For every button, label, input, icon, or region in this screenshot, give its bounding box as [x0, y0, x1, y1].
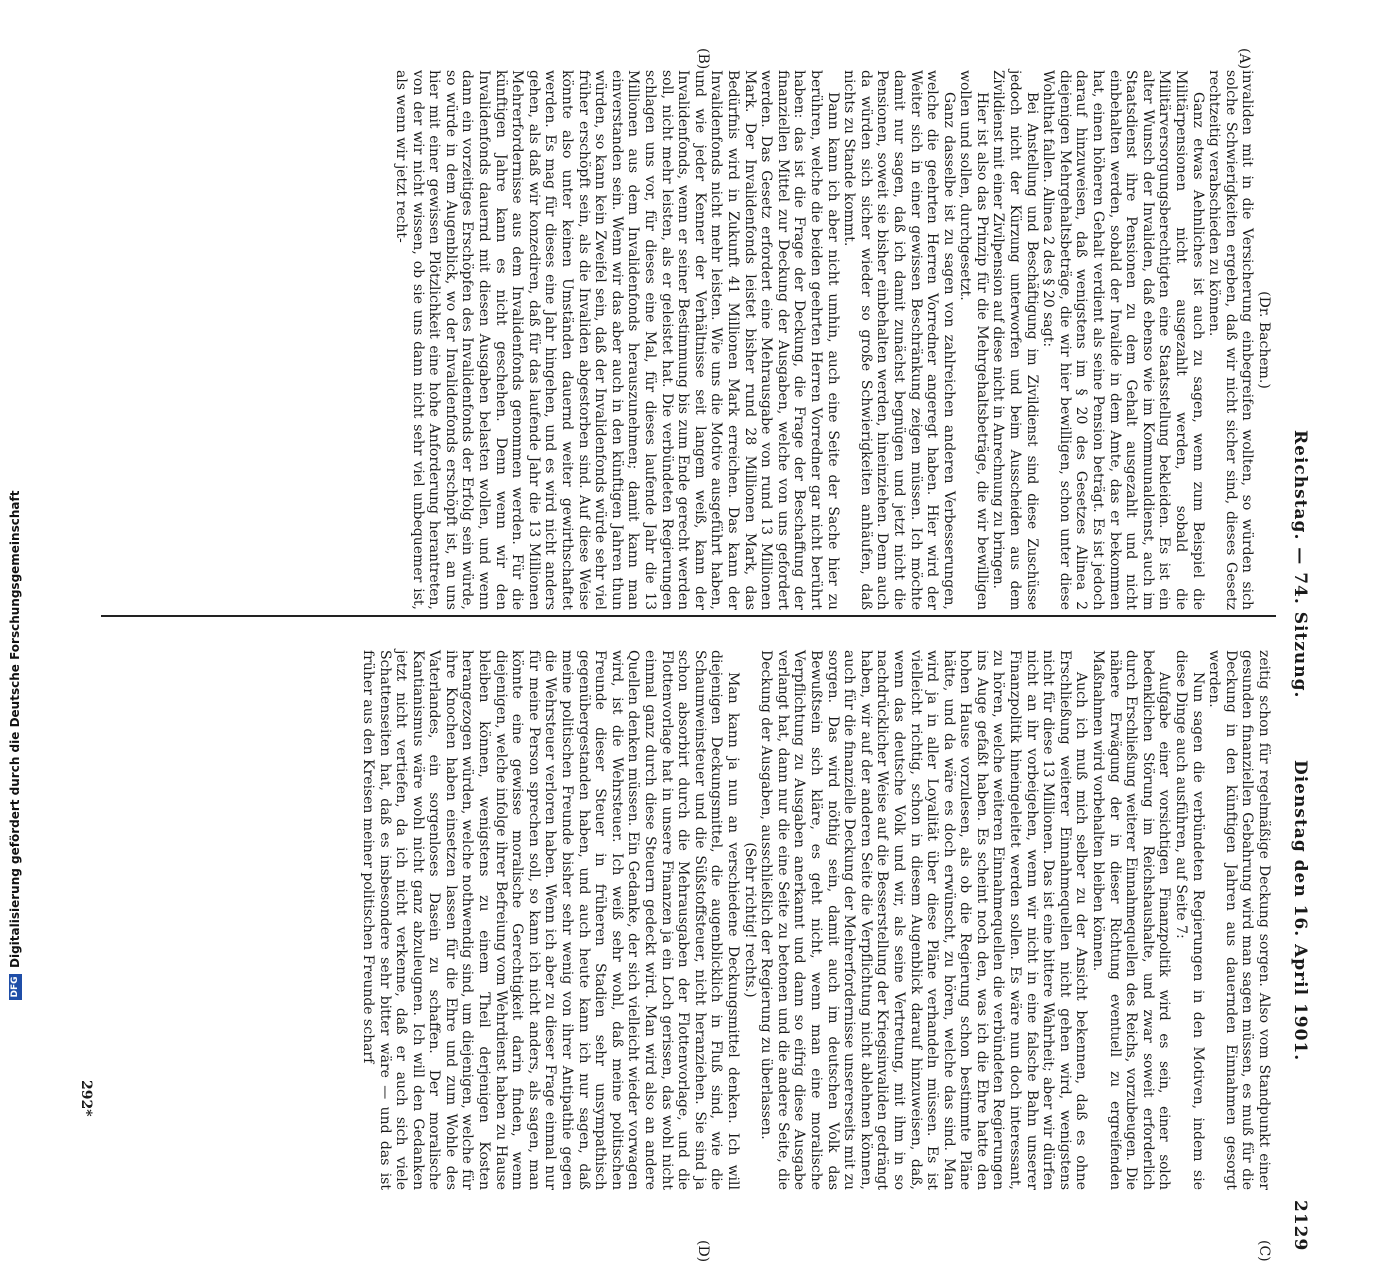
left-column	[393, 70, 1272, 610]
header-right: Dienstag den 16. April 1901.	[1290, 760, 1310, 1062]
margin-marker-b: (B)	[695, 48, 711, 70]
speaker-label: (Dr. Bachem.)	[1256, 291, 1272, 389]
digitization-credit	[8, 0, 26, 1000]
paragraph: Ganz etwas Aehnliches ist auch zu sagen, wenn zum Beispiel die Militärpensionen nicht ausgezahlt werden, sobald die Militärversorgungsberechtigten eine Staatsstellung bekleiden. Es ist ein alter Wunsch der Invaliden, daß ebenso wie im Kommunaldienst, auch im Staatsdienst ihre Pensionen zu dem Gehalt ausgezahlt und nicht einbehalten werden, sobald der Invalide in dem Amte, das er bekommen hat, einen höheren Gehalt verdient als seine Pension beträgt. Es ist jedoch darauf hinzuweisen, daß wenigstens im § 20 des Gesetzes Alinea 2 diejenigen Mehrgehaltsbeträge, die wir hier bewilligen, schon unter diese Wohlthat fallen. Alinea 2 des § 20 sagt:	[1040, 70, 1206, 610]
dfg-logo: DFG	[9, 974, 22, 1000]
paragraph: Dann kann ich aber nicht umhin, auch eine Seite der Sache hier zu berühren, welche die beiden geehrten Herren Vorredner gar nicht berührt haben: das ist die Frage der Deckung, die Frage der Beschaffung der finanziellen Mittel zur Deckung der Ausgaben, welche von uns gefordert werden. Das Gesetz erfordert eine Mehrausgabe von rund 13 Millionen Mark. Der Invalidenfonds leistet bisher rund 28 Millionen Mark, das Bedürfnis wird in Zukunft 41 Millionen Mark erreichen. Das kann der Invalidenfonds nicht mehr leisten. Wie uns die Motive ausgeführt haben, und wie jeder Kenner der Verhältnisse seit langem weiß, kann der Invalidenfonds, wenn er seiner Bestimmung bis zum Ende gerecht werden soll, nicht mehr leisten, als er geleistet hat. Die verbündeten Regierungen schlagen uns vor, für dieses eine Mal, für dieses laufende Jahr die 13 Millionen aus dem Invalidenfonds herauszunehmen; damit kann man einverstanden sein. Wenn wir das aber auch in den künftigen Jahren thun würden, so kann kein Zweifel sein, daß der Invalidenfonds würde sehr viel früher erschöpft sein, als die Invaliden abgestorben sind. Auf diese Weise könnte also unter keinen Umständen dauernd weiter gewirthschaftet werden. Es mag für dieses eine Jahr hingehen, und es wird nicht anders gehen, als daß wir konzediren, daß für das laufende Jahr die 13 Millionen Mehrerfordernisse aus dem Invalidenfonds genommen werden. Für die künftigen Jahre kann es nicht geschehen. Denn wenn wir den Invalidenfonds dauernd mit diesen Ausgaben belasten wollen, und wenn dann ein vorzeitiges Erschöpfen des Invalidenfonds der Erfolg sein würde, so würde in dem Augenblick, wo der Invalidenfonds erschöpft ist, an uns hier mit einer gewissen Plötzlichkeit eine hohe Anforderung herantreten, von der wir nicht wissen, ob sie uns dann nicht sehr viel unbequemer ist, als wenn wir jetzt recht-	[393, 70, 841, 610]
interjection: (Sehr richtig! rechts.)	[741, 842, 758, 998]
paragraph: Hier ist also das Prinzip für die Mehrgehaltsbeträge, die wir bewilligen wollen und sollen, durchgesetzt.	[957, 70, 990, 610]
right-column	[359, 650, 1272, 1190]
paragraph: zeitig schon für regelmäßige Deckung sorgen. Also vom Standpunkt einer gesunden finanziellen Gebahrung wird man sagen müssen, es muß für die Deckung in den künftigen Jahren aus dauernden Einnahmen gesorgt werden.	[1206, 650, 1272, 1190]
page-number: 2129	[1290, 1200, 1310, 1252]
running-header	[1276, 40, 1316, 1252]
paragraph: Man kann ja nun an verschiedene Deckungsmittel denken. Ich will diejenigen Deckungsmittel, die augenblicklich in Fluß sind, wie die Schaumweinsteuer und die Süßstoffsteuer, nicht heranziehen. Sie sind ja schon absorbirt durch die Mehrausgaben der Flottenvorlage, und die Flottenvorlage hat in unsere Finanzen ja ein Loch gerissen, das wohl nicht einmal ganz durch diese Steuern gedeckt wird. Man wird also an andere Quellen denken müssen. Ein Gedanke, der sich vielleicht wieder vorwagen wird, ist die Wehrsteuer. Ich weiß sehr wohl, daß meine politischen Freunde dieser Steuer in früheren Stadien sehr unsympathisch gegenübergestanden haben, und auch heute kann ich nur sagen, daß meine politischen Freunde bisher sehr wenig von ihrer Antipathie gegen die Wehrsteuer verloren haben. Wenn ich aber zu dieser Frage einmal nur für meine Person sprechen soll, so kann ich nicht anders, als sagen, man könnte eine gewisse moralische Gerechtigkeit darin finden, wenn diejenigen, welche infolge ihrer Befreiung vom Wehrdienst haben zu Hause bleiben können, wenigstens zu einem Theil derjenigen Kosten herangezogen würden, welche nothwendig sind, um diejenigen, welche für ihre Knochen haben einsetzen lassen für die Ehre und zum Wohle des Vaterlandes, ein sorgenloses Dasein zu schaffen. Der moralische Kantianismus wäre wohl nicht ganz abzuleugnen. Ich will den Gedanken jetzt nicht vertiefen, da ich nicht verkenne, daß er auch sich viele Schattenseiten hat, daß es insbesondere sehr bitter wäre — und das ist früher aus den Kreisen meiner politischen Freunde scharf	[359, 650, 741, 1190]
column-divider	[101, 615, 1276, 617]
paragraph: invaliden mit in die Versicherung einbegreifen wollten, so würden sich solche Schwierigkeiten ergeben, daß wir nicht sicher sind, dieses Gesetz rechtzeitig verabschieden zu können.	[1206, 70, 1256, 610]
paragraph: Auch ich muß mich selber zu der Ansicht bekennen, daß es ohne Erschließung weiterer Einnahmequellen nicht gehen wird, wenigstens nicht für diese 13 Millionen. Das ist eine bittere Wahrheit; aber wir dürfen nicht an ihr vorbeigehen, wenn wir nicht in eine falsche Bahn unserer Finanzpolitik hineingeleitet werden sollen. Es wäre nun doch interessant, zu hören, welche weiteren Einnahmequellen die verbündeten Regierungen ins Auge gefaßt haben. Es scheint noch den, was ich die Ehre hatte den hohen Hause vorzulesen, als ob die Regierung schon bestimmte Pläne hätte, und da wäre es doch erwünscht, zu hören, welche das sind. Man wird ja in aller Loyalität über diese Pläne verhandeln müssen. Es ist vielleicht richtig, schon in diesem Augenblick darauf hinzuweisen, daß, wenn das deutsche Volk und wir, als seine Vertretung, mit ihm in so nachdrücklicher Weise auf die Besserstellung der Kriegsinvaliden gedrängt haben, wir auf der anderen Seite die Verpflichtung nicht ablehnen können, auch für die finanzielle Deckung der Mehrerfordernisse unsererseits mit zu sorgen. Das wird nöthig sein, damit auch im deutschen Volk das Bewußtsein sich kläre, es geht nicht, wenn man eine moralische Verpflichtung zu Ausgaben anerkannt und dann so eifrig diese Ausgabe verlangt hat, dann nur die eine Seite zu betonen und die andere Seite, die Deckung der Ausgaben, ausschließlich der Regierung zu überlassen.	[758, 650, 1090, 1190]
document-page	[66, 40, 1316, 1262]
paragraph: Ganz dasselbe ist zu sagen von zahlreichen anderen Verbesserungen, welche die geehrten Herren Vorredner angeregt haben. Hier wird der Weiter sich in einer gewissen Beschränkung zeigen müssen. Ich möchte damit nur sagen, daß ich damit zunächst begnügen und jetzt nicht die Pensionen, soweit sie bisher einbehalten werden, hineinziehen. Denn auch da würden sich sicher wieder so große Schwierigkeiten anhäufen, daß nichts zu Stande kommt.	[841, 70, 957, 610]
quotation: Aufgabe einer vorsichtigen Finanzpolitik wird es sein, einer solch bedenklichen Störung im Reichshaushalte, und zwar soweit erforderlich durch Erschließung weiterer Einnahmequellen des Reichs, vorzubeugen. Die nähere Erwägung der in dieser Richtung eventuell zu ergreifenden Maßnahmen wird vorbehalten bleiben können.	[1090, 650, 1173, 1190]
margin-marker-c: (C)	[1256, 1240, 1272, 1262]
credit-text: Digitalisierung gefördert durch die Deutsche Forschungsgemeinschaft	[8, 490, 22, 968]
header-left: Reichstag. — 74. Sitzung.	[1290, 430, 1310, 699]
margin-marker-a: (A)	[1236, 48, 1252, 70]
margin-marker-d: (D)	[695, 1240, 711, 1262]
paragraph: Nun sagen die verbündeten Regierungen in den Motiven, indem sie diese Dinge auch ausführen, auf Seite 7:	[1173, 650, 1206, 1190]
signature-mark: 292*	[78, 1080, 94, 1117]
quotation: Bei Anstellung und Beschäftigung im Zivildienst sind diese Zuschüsse jedoch nicht der Kürzung unterworfen und beim Ausscheiden aus dem Zivildienst mit einer Zivilpension auf diese nicht in Anrechnung zu bringen.	[990, 70, 1040, 610]
